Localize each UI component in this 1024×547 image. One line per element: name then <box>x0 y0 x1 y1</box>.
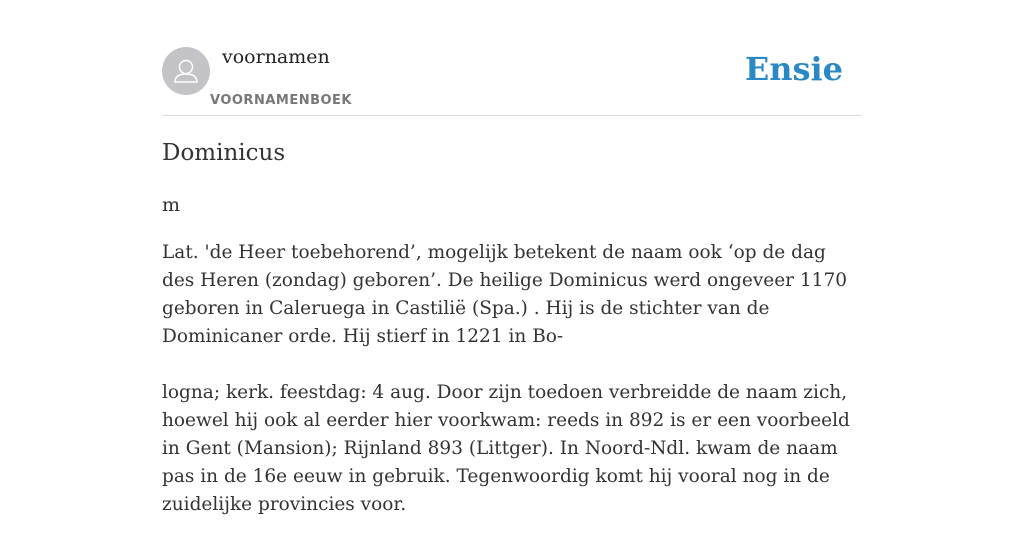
brand-logo[interactable]: Ensie <box>744 50 843 88</box>
entry-paragraph: Lat. 'de Heer toebehorend’, mogelijk betekent de naam ook ‘op de dag des Heren (zondag) geboren’. De heilige Dominicus werd ongeveer 1170 geboren in Caleruega in Castilië (Spa.) . Hij is de stichter van de Dominicaner orde. Hij stierf in 1221 in Bo- <box>162 242 847 347</box>
entry-title: Dominicus <box>162 140 286 166</box>
entry-gender: m <box>162 194 181 216</box>
avatar[interactable] <box>162 47 210 95</box>
author-name[interactable]: voornamen <box>222 46 330 68</box>
header <box>162 0 862 116</box>
entry-paragraph: logna; kerk. feestdag: 4 aug. Door zijn toedoen verbreidde de naam zich, hoewel hij ook al eerder hier voorkwam: reeds in 892 is er een voorbeeld in Gent (Mansion); Rijnland 893 (Littger). In Noord-Ndl. kwam de naam pas in de 16e eeuw in gebruik. Tegenwoordig komt hij vooral nog in de zuidelijke provincies voor. <box>162 382 850 515</box>
page-container <box>162 0 862 515</box>
entry-body <box>162 239 862 547</box>
user-icon <box>162 47 210 95</box>
book-name[interactable]: VOORNAMENBOEK <box>210 93 352 108</box>
